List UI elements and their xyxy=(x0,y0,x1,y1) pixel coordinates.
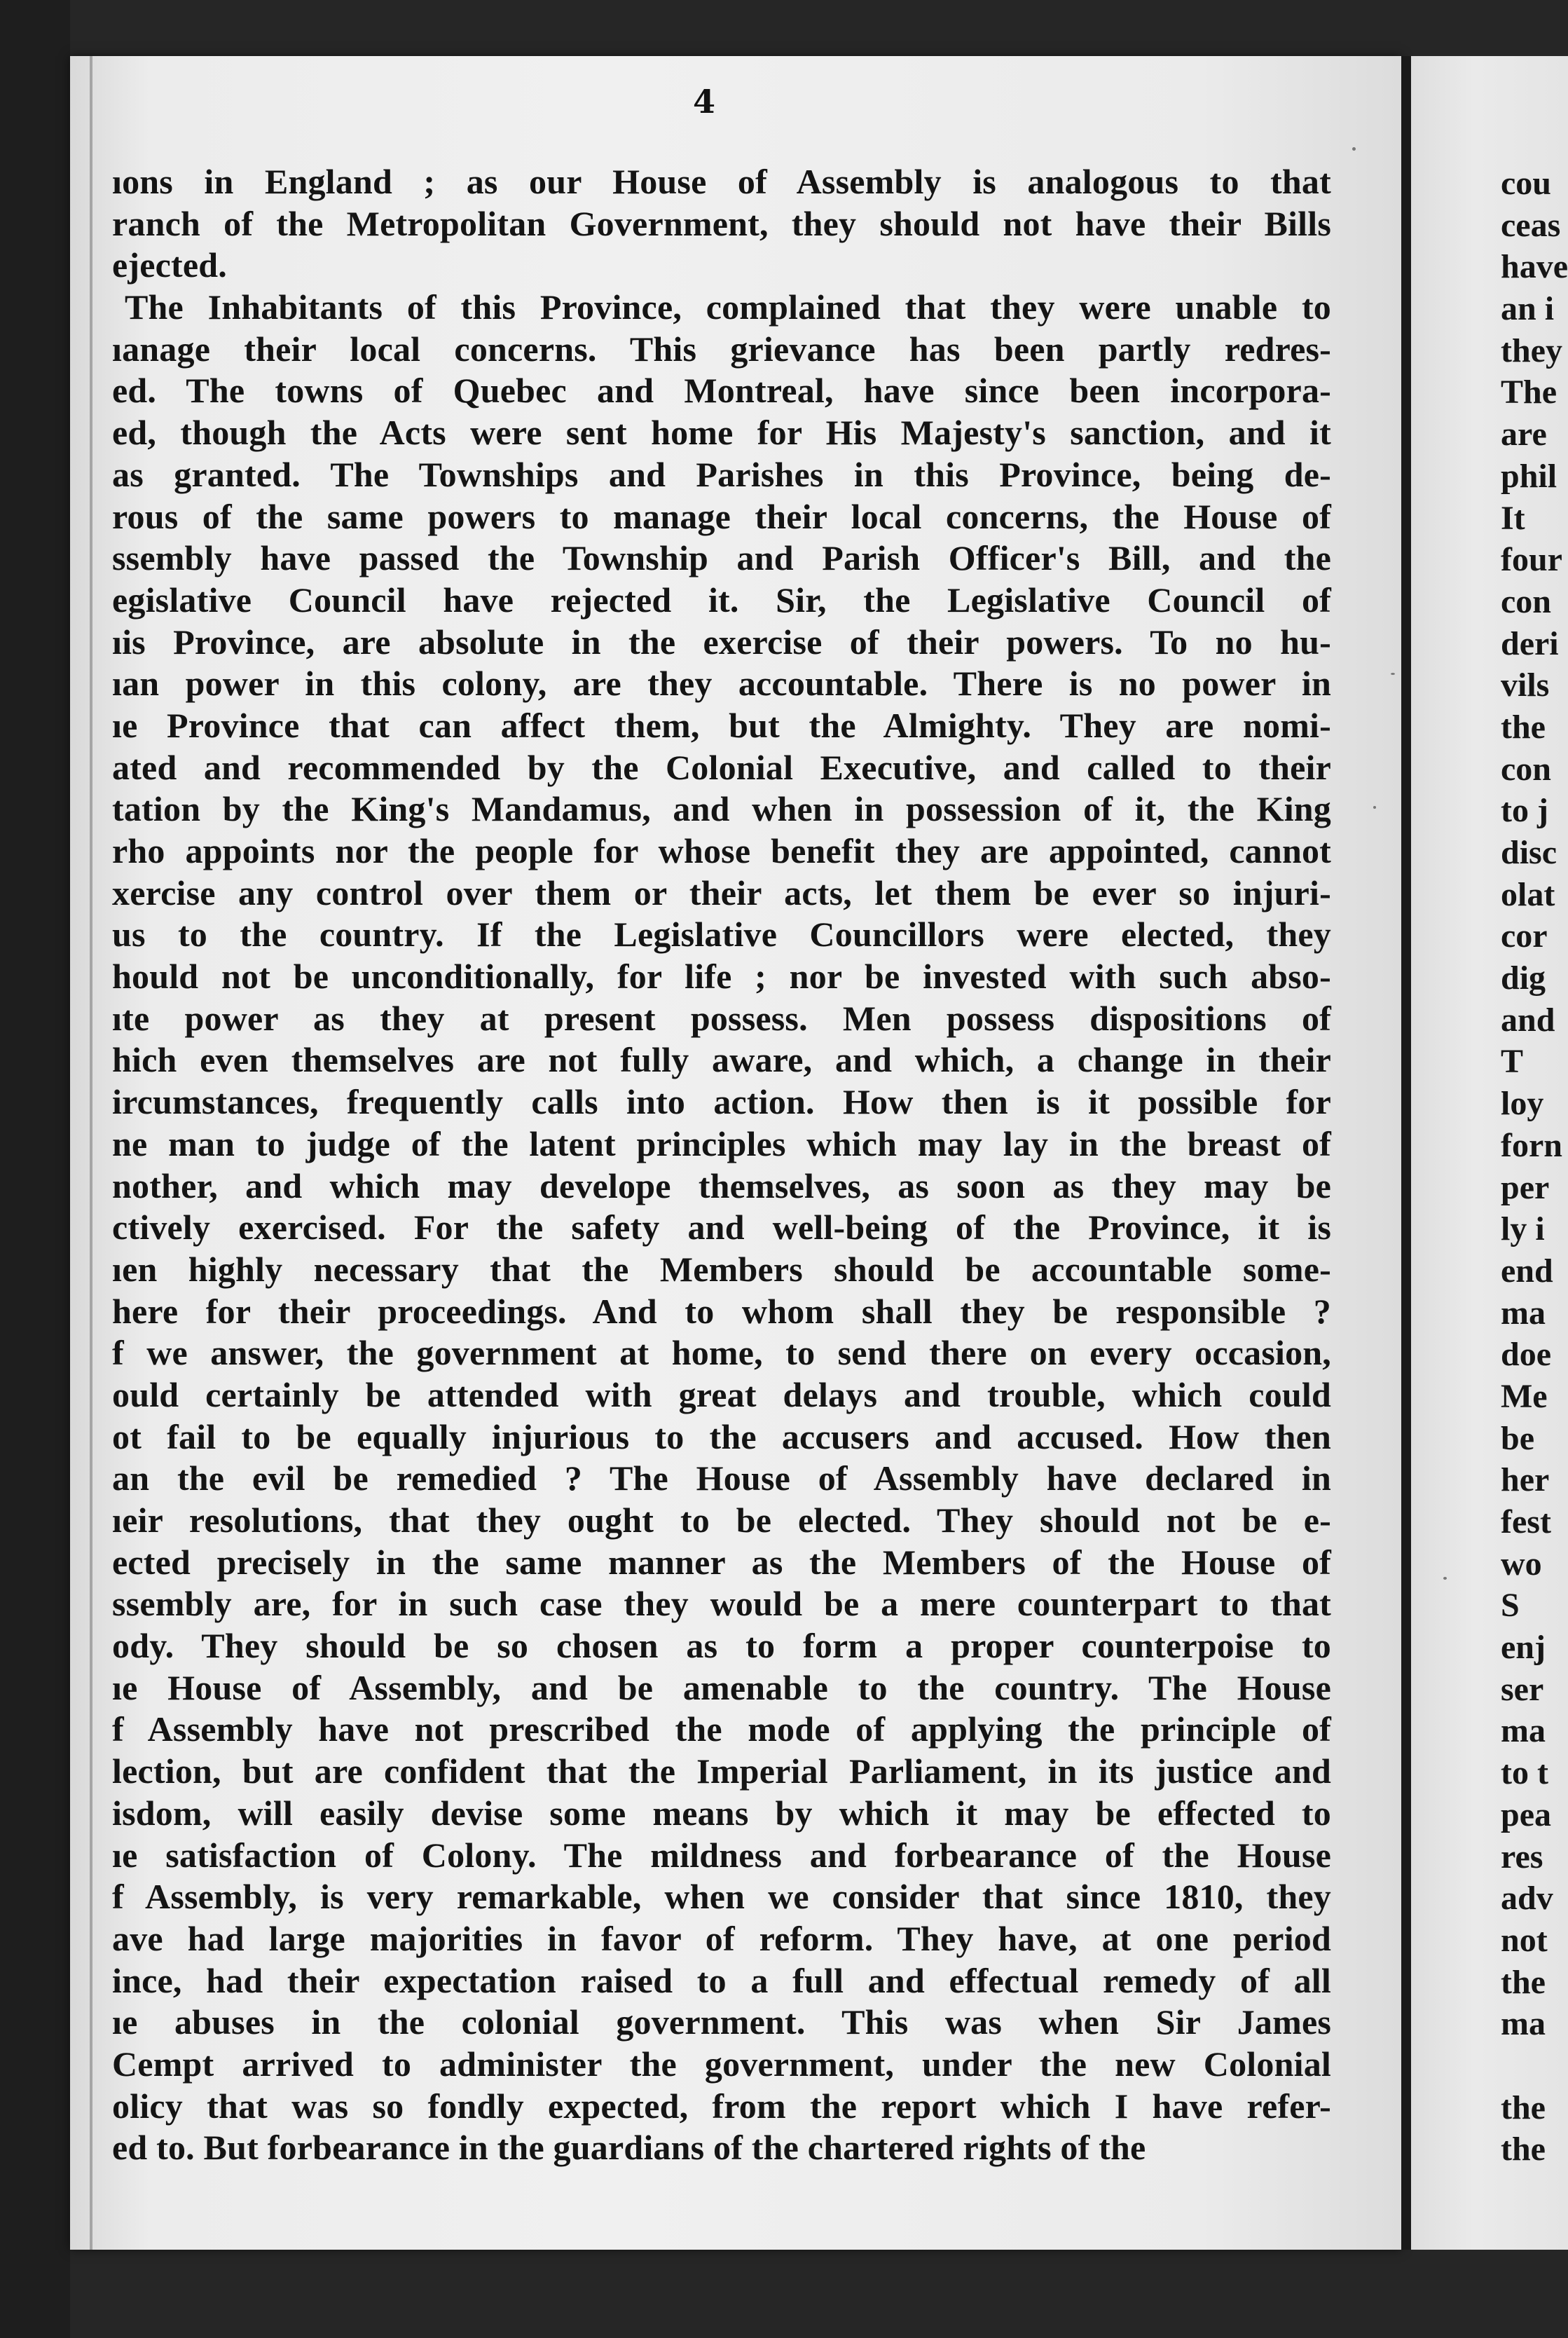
text-line: ıte power as they at present possess. Men possess dispositions of xyxy=(112,998,1331,1038)
right-page-line: to t xyxy=(1501,1754,1548,1792)
text-line: ot fail to be equally injurious to the accusers and accused. How then xyxy=(112,1416,1331,1456)
right-page-line: doe xyxy=(1501,1336,1551,1374)
right-page-line: are xyxy=(1501,416,1547,453)
text-line: egislative Council have rejected it. Sir, the Legislative Council of xyxy=(112,580,1331,620)
right-page-line: to j xyxy=(1501,792,1548,830)
right-page-line: disc xyxy=(1501,834,1557,871)
text-line: ıanage their local concerns. This grievance has been partly redres- xyxy=(112,329,1331,369)
right-page-line: ma xyxy=(1501,1294,1546,1332)
text-line: olicy that was so fondly expected, from the report which I have refer- xyxy=(112,2086,1331,2126)
main-text-block xyxy=(112,161,1331,2169)
right-page-line: vils xyxy=(1501,666,1550,704)
text-line: ıis Province, are absolute in the exercise of their powers. To no hu- xyxy=(112,622,1331,662)
right-page-line: end xyxy=(1501,1252,1553,1290)
text-line: ssembly have passed the Township and Parish Officer's Bill, and the xyxy=(112,538,1331,578)
text-line: rous of the same powers to manage their local concerns, the House of xyxy=(112,496,1331,536)
page-gutter xyxy=(1401,56,1411,2250)
right-page-line: dig xyxy=(1501,959,1546,997)
right-page-line: ly i xyxy=(1501,1210,1545,1248)
text-line: ed. The towns of Quebec and Montreal, have since been incorpora- xyxy=(112,371,1331,411)
right-page-line: Me xyxy=(1501,1377,1548,1415)
text-line: ctively exercised. For the safety and well-being of the Province, it is xyxy=(112,1208,1331,1247)
text-line: ated and recommended by the Colonial Executive, and called to their xyxy=(112,747,1331,787)
right-page-line: adv xyxy=(1501,1880,1553,1917)
right-page-line: ceas xyxy=(1501,206,1561,244)
right-page-line: ma xyxy=(1501,1712,1546,1750)
text-line: ould certainly be attended with great delays and trouble, which could xyxy=(112,1374,1331,1414)
right-page-line: the xyxy=(1501,2089,1546,2126)
text-line: f Assembly, is very remarkable, when we consider that since 1810, they xyxy=(112,1877,1331,1917)
text-line: hould not be unconditionally, for life ; nor be invested with such abso- xyxy=(112,957,1331,997)
right-page-line: deri xyxy=(1501,624,1559,662)
text-line: Cempt arrived to administer the government, under the new Colonial xyxy=(112,2044,1331,2084)
text-line: ıan power in this colony, are they accountable. There is no power in xyxy=(112,664,1331,704)
text-line: ed to. But forbearance in the guardians of the chartered rights of the xyxy=(112,2128,1146,2168)
ink-speck xyxy=(1443,1577,1447,1580)
right-page-line: four xyxy=(1501,541,1562,579)
right-page-line: enj xyxy=(1501,1629,1546,1667)
right-page-line: S xyxy=(1501,1587,1520,1625)
right-page-line: have xyxy=(1501,248,1568,286)
right-page-line: cor xyxy=(1501,917,1548,955)
text-line: ince, had their expectation raised to a full and effectual remedy of all xyxy=(112,1960,1331,2000)
right-page-line: ser xyxy=(1501,1670,1544,1708)
right-page-line: the xyxy=(1501,1963,1546,2001)
right-page-line: pea xyxy=(1501,1796,1551,1833)
text-line: f we answer, the government at home, to send there on every occasion, xyxy=(112,1333,1331,1373)
text-line: ected precisely in the same manner as the Members of the House of xyxy=(112,1542,1331,1582)
text-line: ody. They should be so chosen as to form a proper counterpoise to xyxy=(112,1626,1331,1666)
right-page-line: they xyxy=(1501,331,1562,369)
right-page-line: loy xyxy=(1501,1085,1544,1123)
right-page-line: T xyxy=(1501,1043,1524,1081)
right-page-line: It xyxy=(1501,499,1525,537)
text-line: ejected. xyxy=(112,245,227,285)
text-line: ircumstances, frequently calls into action. How then is it possible for xyxy=(112,1082,1331,1122)
right-page-line: con xyxy=(1501,750,1551,788)
text-line: f Assembly have not prescribed the mode of applying the principle of xyxy=(112,1709,1331,1749)
text-line: ıe Province that can affect them, but the Almighty. They are nomi- xyxy=(112,705,1331,745)
right-page-line: the xyxy=(1501,2131,1546,2168)
text-line: as granted. The Townships and Parishes in this Province, being de- xyxy=(112,454,1331,494)
right-page-line: be xyxy=(1501,1419,1534,1457)
right-page-line: an i xyxy=(1501,290,1555,328)
ink-speck xyxy=(1352,147,1356,151)
text-line: ne man to judge of the latent principles which may lay in the breast of xyxy=(112,1123,1331,1163)
text-line: ıons in England ; as our House of Assembly is analogous to that xyxy=(112,162,1331,201)
text-line: rho appoints nor the people for whose benefit they are appointed, cannot xyxy=(112,831,1331,870)
text-line: ave had large majorities in favor of reform. They have, at one period xyxy=(112,1918,1331,1958)
right-page-line: res xyxy=(1501,1838,1543,1875)
text-line: tation by the King's Mandamus, and when in possession of it, the King xyxy=(112,789,1331,829)
left-binding-edge xyxy=(0,0,70,2338)
ink-speck xyxy=(1373,806,1376,809)
right-page-line: and xyxy=(1501,1001,1555,1039)
ink-speck xyxy=(1391,673,1395,675)
right-page-line: olat xyxy=(1501,875,1555,913)
text-line: nother, and which may develope themselves, as soon as they may be xyxy=(112,1165,1331,1205)
text-line: ed, though the Acts were sent home for His Majesty's sanction, and it xyxy=(112,413,1331,453)
right-page-line: phil xyxy=(1501,457,1557,495)
right-page-line: per xyxy=(1501,1168,1550,1206)
text-line: lection, but are confident that the Imperial Parliament, in its justice and xyxy=(112,1751,1331,1791)
right-page-line: ma xyxy=(1501,2005,1546,2043)
right-page-line: cou xyxy=(1501,165,1551,202)
text-line: here for their proceedings. And to whom shall they be responsible ? xyxy=(112,1291,1331,1331)
right-page-text-fragment xyxy=(1501,163,1568,2170)
text-line: ıe abuses in the colonial government. This was when Sir James xyxy=(112,2002,1331,2042)
text-line: an the evil be remedied ? The House of Assembly have declared in xyxy=(112,1458,1331,1498)
text-line: ıe House of Assembly, and be amenable to the country. The House xyxy=(112,1667,1331,1707)
text-line: isdom, will easily devise some means by which it may be effected to xyxy=(112,1793,1331,1833)
text-line: ıen highly necessary that the Members should be accountable some- xyxy=(112,1249,1331,1289)
text-line: xercise any control over them or their acts, let them be ever so injuri- xyxy=(112,873,1331,912)
page-number: 4 xyxy=(692,83,715,121)
right-page-line xyxy=(1501,2045,1568,2087)
right-page-line: con xyxy=(1501,582,1551,620)
text-line: The Inhabitants of this Province, complained that they were unable to xyxy=(125,287,1331,327)
text-line: hich even themselves are not fully aware, and which, a change in their xyxy=(112,1040,1331,1080)
text-line: ranch of the Metropolitan Government, they should not have their Bills xyxy=(112,203,1331,243)
right-page-line: the xyxy=(1501,708,1546,746)
right-page-line: forn xyxy=(1501,1126,1562,1164)
right-page-line: The xyxy=(1501,374,1557,411)
right-page-line: not xyxy=(1501,1921,1548,1959)
right-page-line: wo xyxy=(1501,1545,1542,1582)
text-line: ssembly are, for in such case they would be a mere counterpart to that xyxy=(112,1584,1331,1624)
right-page-line: fest xyxy=(1501,1503,1551,1540)
text-line: ıeir resolutions, that they ought to be elected. They should not be e- xyxy=(112,1500,1331,1540)
text-line: ıe satisfaction of Colony. The mildness and forbearance of the House xyxy=(112,1835,1331,1875)
text-line: us to the country. If the Legislative Councillors were elected, they xyxy=(112,915,1331,955)
right-page-line: her xyxy=(1501,1461,1550,1499)
